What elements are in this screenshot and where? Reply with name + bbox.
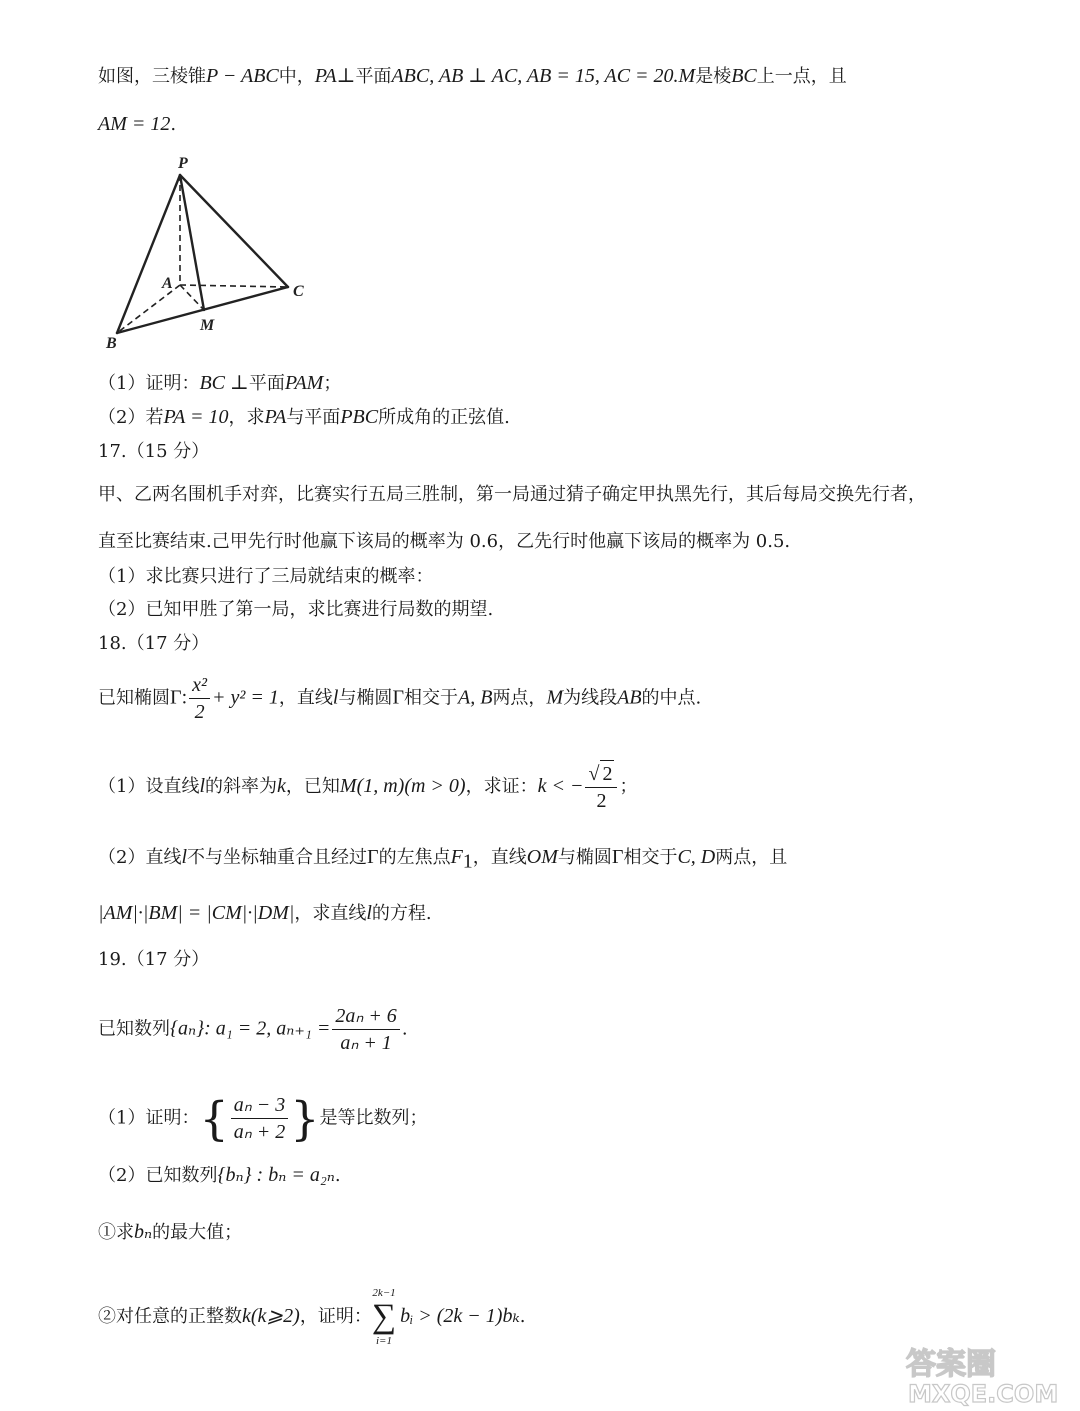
p18-text: 相交于: [404, 687, 458, 709]
p18-l: l: [332, 686, 339, 709]
p19-q2-text: .: [334, 1165, 341, 1186]
p16-intro-line2: [98, 112, 176, 137]
p16-q2: [98, 405, 510, 430]
p18-q1-text: ；: [619, 776, 638, 797]
p16-q1-text: ；: [323, 373, 342, 394]
p19-q1-text: 是等比数列；: [319, 1107, 428, 1129]
edge-ac: [180, 285, 288, 287]
right-brace-icon: }: [290, 1091, 320, 1146]
p19-q1-num: aₙ − 3: [231, 1092, 288, 1119]
p18-q1: [98, 760, 637, 814]
p18-text: 为线段: [563, 687, 618, 709]
p19-sub2-text: ②对任意的正整数: [98, 1306, 242, 1327]
p19-seq-a: {aₙ}: [170, 1017, 205, 1040]
p19-header: 19.（17 分）: [98, 949, 210, 970]
watermark-logo: [900, 1340, 1070, 1408]
p16-math-perp: ⊥: [336, 65, 356, 87]
p17-header: 17.（15 分）: [98, 441, 210, 462]
label-a: A: [162, 275, 173, 292]
p18-ab2: AB: [617, 686, 642, 709]
p18-q2-text: ，直线: [472, 847, 527, 868]
p18-q2-text: 不与坐标轴重合且经过: [187, 847, 368, 868]
p19-intro: [98, 1003, 408, 1056]
p18-gamma: Γ: [170, 686, 182, 709]
p19-frac-num: 2aₙ + 6: [332, 1003, 399, 1030]
p18-text: 的中点.: [641, 687, 702, 709]
p19-sub1-text: ①求: [98, 1222, 134, 1243]
p16-math-pa: PA: [314, 65, 337, 87]
p16-q1-text: 平面: [248, 373, 285, 394]
p19-frac-den: aₙ + 1: [340, 1032, 392, 1054]
label-b: B: [106, 335, 117, 352]
p18-l: l: [199, 775, 206, 797]
p18-q2-text: 的左焦点: [378, 847, 451, 868]
p16-intro-line1: [98, 64, 847, 89]
p18-ellipse-fraction: [189, 672, 210, 725]
pyramid-figure: [100, 150, 320, 355]
p18-l: l: [366, 902, 372, 924]
p16-text: 平面: [355, 66, 392, 87]
p19-sub1-text: 的最大值；: [152, 1222, 243, 1243]
p19-q2-math: {bₙ} : bₙ = a₂ₙ: [217, 1164, 335, 1186]
p16-math-am: AM = 12: [98, 113, 171, 135]
p16-q1: [98, 371, 341, 396]
p18-ab: A, B: [458, 686, 493, 709]
p18-intro: [98, 672, 701, 725]
p17-text1: 甲、乙两名围机手对弈，比赛实行五局三胜制，第一局通过猜子确定甲执黑先行，其后每局交换先行者，: [98, 484, 926, 505]
p18-sqrt-fraction: [585, 760, 617, 814]
p18-sqrt-num: √ 2: [585, 760, 617, 788]
watermark-text-en: MXQE.COM: [908, 1380, 1059, 1408]
left-brace-icon: {: [199, 1091, 229, 1146]
p19-sub1-math: bₙ: [134, 1221, 153, 1243]
p18-q2-line1: [98, 845, 787, 874]
p16-q1-text: （1）证明：: [98, 373, 200, 394]
p18-frac-num: x²: [189, 672, 210, 699]
p18-q2-line2: [98, 901, 432, 926]
p18-text: 两点，: [492, 687, 547, 709]
p17-q1: （1）求比赛只进行了三局就结束的概率：: [98, 566, 434, 587]
p19-q2: [98, 1163, 341, 1188]
p18-q2-text: （2）直线: [98, 847, 182, 868]
p18-gamma: Γ: [367, 846, 379, 868]
p19-sub2: [98, 1286, 525, 1348]
p18-q2-text: 与椭圆: [557, 847, 612, 868]
p18-q2-math: |AM|·|BM| = |CM|·|DM|: [98, 902, 295, 924]
p16-q2-text: 所成角的正弦值.: [378, 407, 510, 428]
p16-math-pyramid: P − ABC: [206, 65, 279, 87]
p16-q2-math: PBC: [340, 406, 379, 428]
p16-math-conds: ABC, AB ⊥ AC, AB = 15, AC = 20.M: [391, 65, 696, 87]
p16-q2-text: （2）若: [98, 407, 164, 428]
p18-om: OM: [526, 846, 558, 868]
p16-q1-math: PAM: [284, 372, 324, 394]
p19-sub2-text: ，证明：: [299, 1306, 372, 1327]
p17-q2: （2）已知甲胜了第一局，求比赛进行局数的期望.: [98, 599, 494, 620]
p16-text: 是棱: [695, 66, 732, 87]
p18-q1-text: 的斜率为: [205, 776, 278, 797]
p18-gamma: Γ: [392, 686, 404, 709]
p18-l: l: [181, 846, 188, 868]
p19-q1-den: aₙ + 2: [233, 1121, 286, 1143]
p18-colon: :: [181, 686, 188, 709]
p19-sub2-math: k(k⩾2): [242, 1305, 300, 1327]
sum-lower-limit: i=1: [375, 1335, 392, 1347]
label-p: P: [178, 155, 188, 172]
p19-sum-rest: bᵢ > (2k − 1)bₖ: [400, 1305, 520, 1327]
p16-text: .: [170, 114, 177, 135]
p18-f1: F: [450, 846, 463, 868]
sum-sigma-icon: ∑: [371, 1298, 397, 1335]
p18-q1-text: （1）设直线: [98, 776, 200, 797]
p17-text2: 直至比赛结束.己甲先行时他赢下该局的概率为 0.6，乙先行时他赢下该局的概率为 0.5.: [98, 531, 791, 552]
p19-sub1: [98, 1220, 242, 1245]
p18-text: ，直线: [278, 687, 333, 709]
p18-q1-text: ，已知: [285, 776, 340, 797]
p18-k: k: [277, 775, 286, 797]
p19-q2-text: （2）已知数列: [98, 1165, 218, 1186]
p18-header: 18.（17 分）: [98, 633, 210, 654]
p16-q2-text: ，求: [228, 407, 265, 428]
p16-q1-math: BC ⊥: [199, 372, 249, 394]
p18-sqrt-den: 2: [596, 790, 607, 812]
p18-q2-text: 的方程.: [371, 903, 432, 924]
edge-pb: [117, 175, 180, 333]
p18-q2-text: ，求直线: [294, 903, 367, 924]
p16-q2-math: PA: [264, 406, 287, 428]
p19-q1-text: （1）证明：: [98, 1107, 200, 1129]
p16-text: 如图，三棱锥: [98, 66, 206, 87]
p18-q1-math: M(1, m)(m > 0): [339, 775, 466, 797]
p18-q2-text: 两点，且: [715, 847, 788, 868]
p18-q1-ineq: k < −: [537, 775, 584, 797]
p18-eq: + y² = 1: [212, 686, 279, 709]
p19-recurrence-fraction: [332, 1003, 399, 1056]
sum-upper-limit: 2k−1: [372, 1287, 396, 1299]
p16-text: 上一点，且: [756, 66, 847, 87]
p19-text: 已知数列: [98, 1018, 170, 1040]
p18-sqrt-radicand: 2: [600, 760, 614, 787]
p18-f1-sub: 1: [462, 850, 473, 873]
label-c: C: [293, 283, 304, 300]
p16-text: 中，: [278, 66, 315, 87]
p19-def: : a₁ = 2, aₙ₊₁ =: [204, 1017, 331, 1040]
p16-q2-math: PA = 10: [163, 406, 229, 428]
watermark-text-cn: 答案圈: [906, 1347, 996, 1382]
p18-m: M: [546, 686, 564, 709]
p18-frac-den: 2: [194, 701, 205, 723]
p18-cd: C, D: [677, 846, 716, 868]
p19-q1: [98, 1092, 427, 1145]
p18-gamma: Γ: [611, 846, 624, 868]
p16-q2-text: 与平面: [286, 407, 341, 428]
p19-sub2-text: .: [519, 1306, 526, 1327]
p18-text: 已知椭圆: [98, 687, 170, 709]
p18-q2-text: 相交于: [623, 847, 678, 868]
p19-q1-fraction: [231, 1092, 288, 1145]
p16-math-bc: BC: [731, 65, 757, 87]
p19-text: .: [401, 1018, 408, 1040]
p18-q1-text: ，求证：: [465, 776, 538, 797]
summation: [372, 1286, 396, 1348]
p18-text: 与椭圆: [338, 687, 393, 709]
label-m: M: [200, 317, 215, 334]
